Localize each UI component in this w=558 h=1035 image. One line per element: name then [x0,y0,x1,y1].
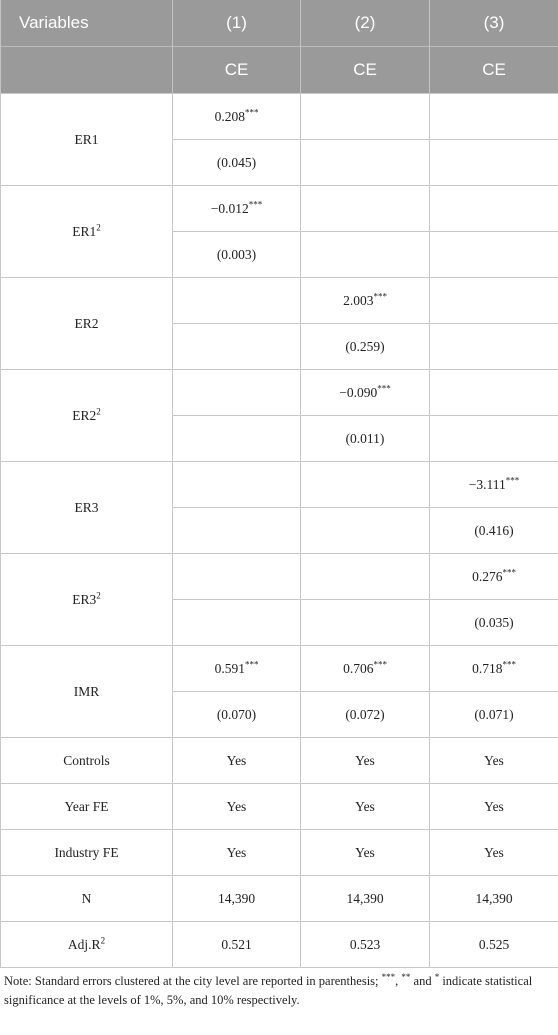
summary-value: Yes [355,798,375,814]
coefficient-cell [301,186,430,232]
summary-cell [173,830,301,876]
coefficient-cell [301,462,430,508]
summary-value: 14,390 [475,890,513,906]
note-text-start: Note: Standard errors clustered at the city level are reported in parenthesis; [4,974,382,988]
summary-cell [430,784,558,830]
summary-label [1,784,173,830]
summary-cell [430,876,558,922]
summary-cell [301,738,430,784]
standard-error-cell [301,508,430,554]
standard-error-value: (0.070) [216,706,257,722]
standard-error-cell [430,600,558,646]
summary-row [1,922,558,968]
summary-row [1,830,558,876]
standard-error-cell [173,692,301,738]
summary-value: Yes [226,844,247,860]
coefficient-cell [173,370,301,416]
variable-name [1,646,173,738]
standard-error-cell [301,416,430,462]
coefficient-value: 0.276 [472,568,503,584]
coefficient-cell [173,554,301,600]
coefficient-cell [173,646,301,692]
variable-name [1,462,173,554]
coefficient-row [1,94,558,140]
summary-cell [301,876,430,922]
coefficient-cell [430,554,558,600]
summary-value: Yes [355,844,375,860]
standard-error-value: (0.071) [474,706,514,722]
coefficient-cell [173,278,301,324]
summary-cell [430,922,558,968]
table-note [0,968,548,1010]
significance-stars: *** [244,107,259,117]
significance-stars: *** [377,383,391,393]
summary-row [1,738,558,784]
summary-value: 0.521 [221,936,252,952]
standard-error-cell [173,140,301,186]
standard-error-cell [301,692,430,738]
coefficient-cell [301,94,430,140]
coefficient-cell [301,370,430,416]
coefficient-value: 0.208 [214,108,245,124]
coefficient-row [1,370,558,416]
variable-name [1,186,173,278]
coefficient-value: 0.591 [214,660,245,676]
standard-error-value: (0.035) [474,614,514,630]
summary-value: 0.523 [349,936,381,952]
column-header-3: (3) [430,0,558,47]
variables-header: Variables [1,0,173,47]
standard-error-cell [173,600,301,646]
significance-stars: *** [502,567,516,577]
standard-error-value: (0.259) [345,338,385,354]
coefficient-cell [173,94,301,140]
summary-label [1,738,173,784]
column-header-2: (2) [301,0,430,47]
standard-error-cell [173,324,301,370]
variable-name [1,554,173,646]
summary-value: Yes [484,798,504,814]
coefficient-row [1,554,558,600]
standard-error-value: (0.045) [216,154,257,170]
summary-cell [301,922,430,968]
standard-error-cell [301,324,430,370]
coefficient-cell [301,278,430,324]
summary-cell [173,922,301,968]
variable-label: ER3 [74,499,99,515]
coefficient-cell [173,462,301,508]
coefficient-cell [173,186,301,232]
note-sig-5pct: ** [401,971,411,982]
coefficient-cell [430,278,558,324]
summary-value: Yes [484,844,504,860]
coefficient-value: 2.003 [343,292,374,308]
summary-value: Yes [226,798,247,814]
summary-cell [173,784,301,830]
coefficient-row [1,462,558,508]
coefficient-value: 0.718 [472,660,503,676]
summary-label [1,922,173,968]
coefficient-value: −0.012 [210,200,249,216]
dependent-var-1: CE [173,47,301,94]
summary-label [1,876,173,922]
coefficient-cell [301,554,430,600]
table-body [1,94,558,968]
variable-label: ER1 [74,131,99,147]
variable-label: ER3 [72,591,97,607]
variable-superscript: 2 [96,222,101,232]
significance-stars: *** [505,475,520,485]
summary-value: Yes [355,752,375,768]
variable-superscript: 2 [96,590,101,600]
summary-value: 14,390 [217,890,256,906]
variable-name [1,370,173,462]
summary-label-text: Controls [63,752,110,768]
coefficient-cell [430,370,558,416]
significance-stars: *** [248,199,263,209]
variable-label: ER2 [72,407,97,423]
significance-stars: *** [373,659,387,669]
variable-superscript: 2 [96,406,101,416]
standard-error-cell [430,508,558,554]
table-header [1,0,558,94]
summary-cell [173,876,301,922]
summary-value: Yes [484,752,504,768]
coefficient-cell [301,646,430,692]
summary-value: 14,390 [346,890,384,906]
dependent-var-2: CE [301,47,430,94]
standard-error-cell [301,232,430,278]
summary-cell [430,738,558,784]
variable-label: ER1 [72,223,97,239]
summary-cell [301,784,430,830]
standard-error-cell [430,324,558,370]
summary-cell [430,830,558,876]
standard-error-value: (0.416) [474,522,514,538]
standard-error-value: (0.072) [345,706,385,722]
standard-error-cell [173,232,301,278]
standard-error-cell [430,140,558,186]
coefficient-row [1,278,558,324]
standard-error-cell [430,416,558,462]
standard-error-cell [173,416,301,462]
significance-stars: *** [244,659,259,669]
coefficient-row [1,186,558,232]
note-sig-1pct: *** [381,971,396,982]
column-header-1: (1) [173,0,301,47]
coefficient-cell [430,646,558,692]
standard-error-cell [430,232,558,278]
coefficient-cell [430,462,558,508]
summary-label-text: Industry FE [54,844,119,860]
variable-label: ER2 [74,315,99,331]
summary-label-text: N [81,890,92,906]
coefficient-value: 0.706 [343,660,374,676]
standard-error-cell [301,140,430,186]
summary-row [1,876,558,922]
summary-label-text: Year FE [64,798,109,814]
note-text-end: indicate statistical significance at the levels of 1%, 5%, and 10% respectively. [4,974,533,1007]
summary-cell [173,738,301,784]
summary-label-superscript: 2 [100,935,106,945]
coefficient-value: −3.111 [468,476,506,492]
standard-error-value: (0.011) [345,430,385,446]
header-blank-cell [1,47,173,94]
significance-stars: *** [373,291,387,301]
significance-stars: *** [502,659,516,669]
summary-label-text: Adj.R [67,936,101,952]
summary-value: 0.525 [478,936,510,952]
standard-error-cell [301,600,430,646]
standard-error-cell [173,508,301,554]
summary-row [1,784,558,830]
note-sig-10pct: * [434,971,440,982]
summary-cell [301,830,430,876]
variable-name [1,278,173,370]
standard-error-value: (0.003) [216,246,257,262]
note-separator: and [410,974,435,988]
coefficient-value: −0.090 [339,384,378,400]
coefficient-cell [430,94,558,140]
coefficient-row [1,646,558,692]
coefficient-cell [430,186,558,232]
note-separator: , [395,974,402,988]
variable-label: IMR [73,683,100,699]
summary-value: Yes [226,752,247,768]
dependent-var-3: CE [430,47,558,94]
standard-error-cell [430,692,558,738]
variable-name [1,94,173,186]
summary-label [1,830,173,876]
